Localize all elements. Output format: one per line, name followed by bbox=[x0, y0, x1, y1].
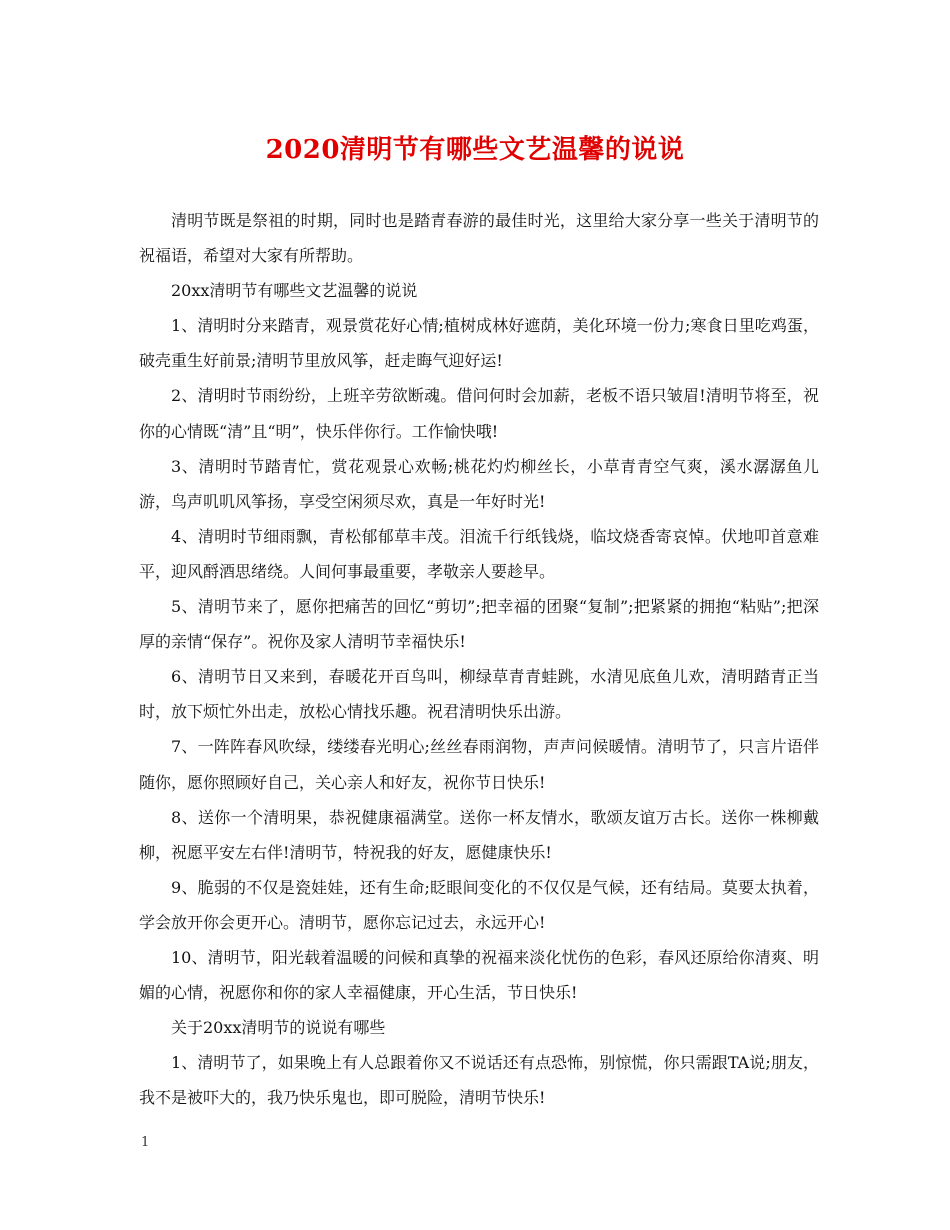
page-number: 1 bbox=[141, 1135, 150, 1150]
section-heading: 20xx清明节有哪些文艺温馨的说说 bbox=[171, 281, 418, 301]
list-item: 10、清明节，阳光载着温暖的问候和真挚的祝福来淡化忧伤的色彩，春风还原给你清爽、明媚的心情，祝愿你和你的家人幸福健康，开心生活，节日快乐! bbox=[139, 947, 819, 1003]
list-item: 8、送你一个清明果，恭祝健康福满堂。送你一杯友情水，歌颂友谊万古长。送你一株柳戴柳，祝愿平安左右伴!清明节，特祝我的好友，愿健康快乐! bbox=[139, 807, 819, 862]
list-item: 4、清明时节细雨飘，青松郁郁草丰茂。泪流千行纸钱烧，临坟烧香寄哀悼。伏地叩首意难平，迎风酹酒思绪绕。人间何事最重要，孝敬亲人要趁早。 bbox=[139, 526, 819, 581]
list-item: 1、清明时分来踏青，观景赏花好心情;植树成林好遮荫，美化环境一份力;寒食日里吃鸡蛋，破壳重生好前景;清明节里放风筝，赶走晦气迎好运! bbox=[139, 316, 819, 371]
list-item: 7、一阵阵春风吹绿，缕缕春光明心;丝丝春雨润物，声声问候暖情。清明节了，只言片语伴随你，愿你照顾好自己，关心亲人和好友，祝你节日快乐! bbox=[139, 737, 819, 792]
list-item: 5、清明节来了，愿你把痛苦的回忆“剪切”;把幸福的团聚“复制”;把紧紧的拥抱“粘贴”;把深厚的亲情“保存”。祝你及家人清明节幸福快乐! bbox=[139, 597, 819, 652]
document-body bbox=[139, 203, 819, 1115]
list-item: 2、清明时节雨纷纷，上班辛劳欲断魂。借问何时会加薪，老板不语只皱眉!清明节将至，祝你的心情既“清”且“明”，快乐伴你行。工作愉快哦! bbox=[139, 386, 819, 441]
list-item: 6、清明节日又来到，春暖花开百鸟叫，柳绿草青青蛙跳，水清见底鱼儿欢，清明踏青正当时，放下烦忙外出走，放松心情找乐趣。祝君清明快乐出游。 bbox=[139, 667, 819, 722]
section-heading: 关于20xx清明节的说说有哪些 bbox=[171, 1018, 386, 1038]
document-title: 2020清明节有哪些文艺温馨的说说 bbox=[265, 135, 685, 165]
list-item: 3、清明时节踏青忙，赏花观景心欢畅;桃花灼灼柳丝长，小草青青空气爽，溪水潺潺鱼儿游，鸟声叽叽风筝扬，享受空闲须尽欢，真是一年好时光! bbox=[139, 456, 819, 511]
intro-paragraph: 清明节既是祭祖的时期，同时也是踏青春游的最佳时光，这里给大家分享一些关于清明节的祝福语，希望对大家有所帮助。 bbox=[139, 211, 819, 266]
list-item: 9、脆弱的不仅是瓷娃娃，还有生命;眨眼间变化的不仅仅是气候，还有结局。莫要太执着，学会放开你会更开心。清明节，愿你忘记过去，永远开心! bbox=[139, 877, 819, 932]
list-item: 1、清明节了，如果晚上有人总跟着你又不说话还有点恐怖，别惊慌，你只需跟TA说;朋友，我不是被吓大的，我乃快乐鬼也，即可脱险，清明节快乐! bbox=[139, 1053, 819, 1108]
